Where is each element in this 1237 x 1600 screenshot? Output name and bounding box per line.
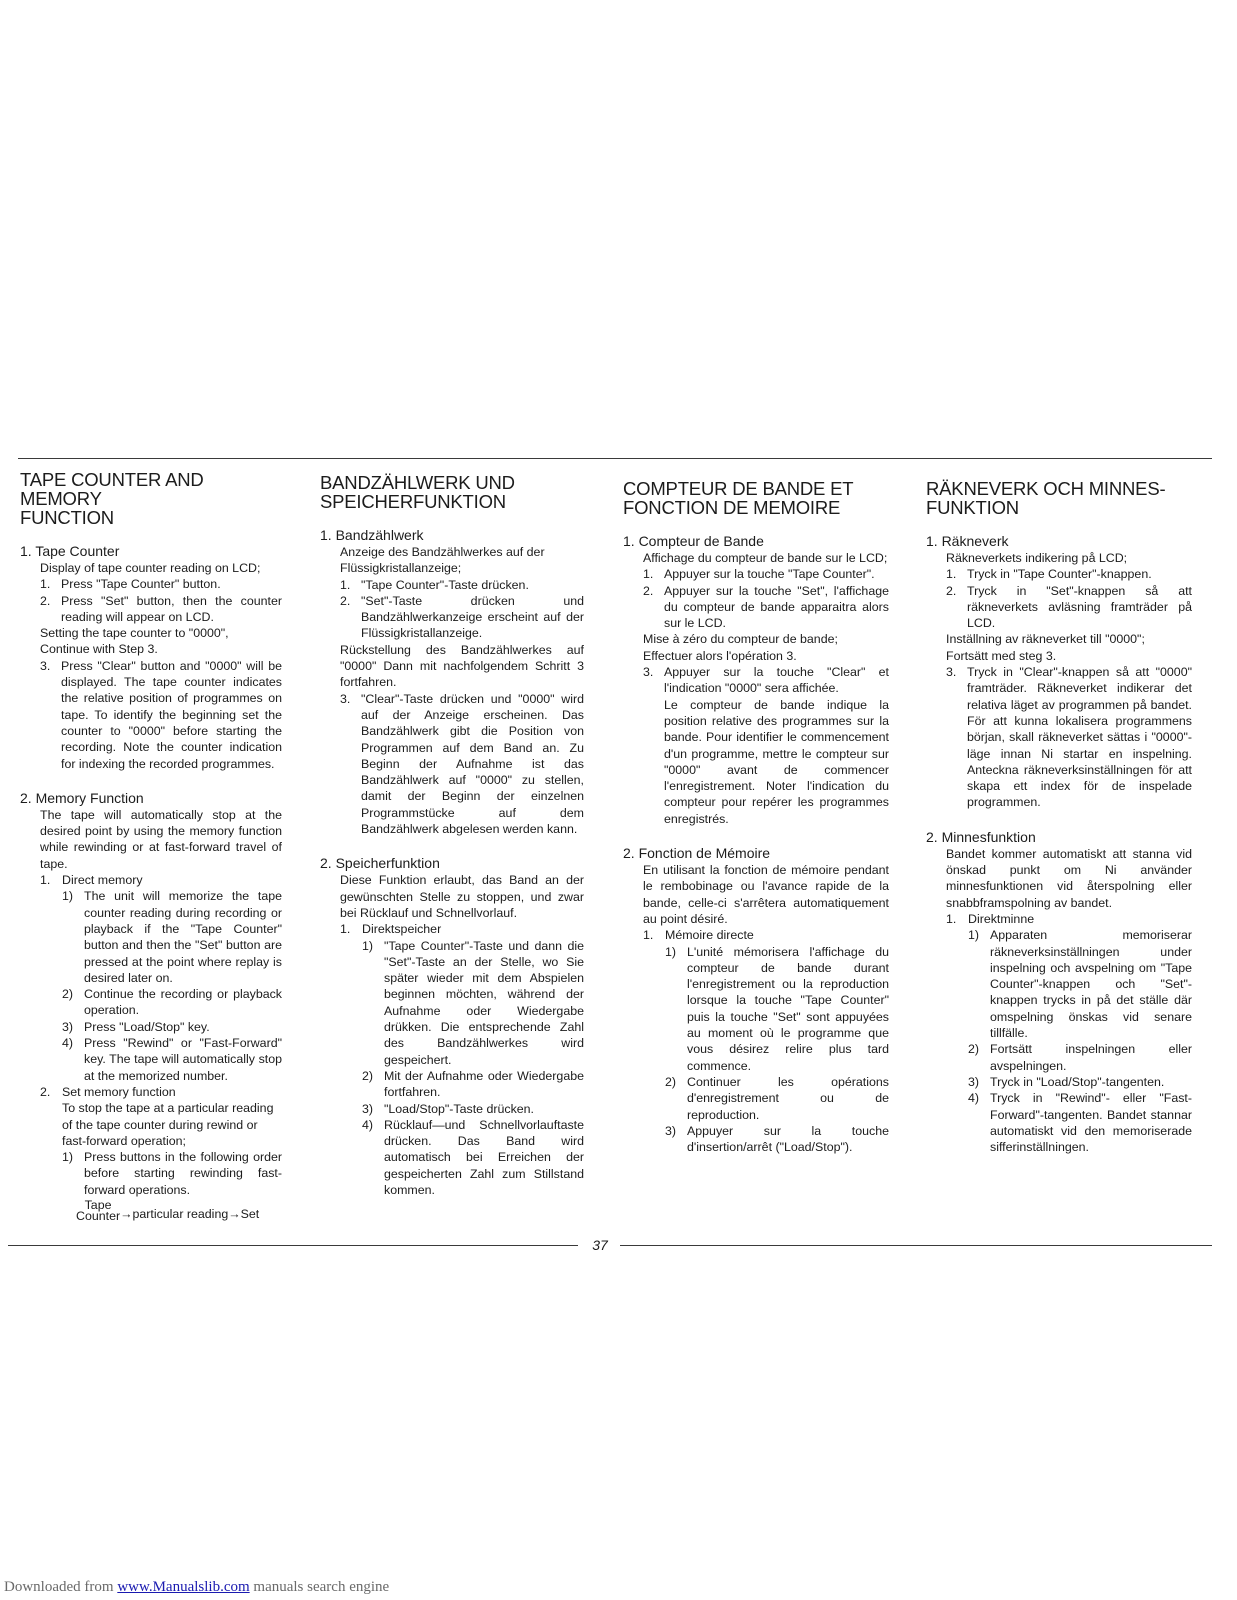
french-s1-step3a: Appuyer sur la touche "Clear" et l'indication "0000" sera affichée. [664, 665, 889, 696]
swedish-s2-sub1-item3: 3) Tryck in "Load/Stop"-tangenten. [968, 1074, 1165, 1089]
french-s1-step1: 1. Appuyer sur la touche "Tape Counter". [643, 567, 875, 582]
french-title-line2: FONCTION DE MEMOIRE [623, 497, 841, 518]
swedish-s2-sub1-item2: 2) Fortsätt inspelningen eller avspelningen. [968, 1042, 1192, 1073]
english-s2-sub2-text: To stop the tape at a particular reading of the tape counter during rewind or fast-forward operation; [62, 1101, 274, 1148]
swedish-section2-heading: 2. Minnesfunktion [926, 828, 1036, 845]
english-s1-step3: 3. Press "Clear" button and "0000" will be displayed. The tape counter indicates the relative position of programmes on tape. To identify the beginning set the counter to "0000" before starting the recording. Note the counter indication for indexing the recorded programmes. [40, 658, 282, 771]
english-section2-heading: 2. Memory Function [20, 789, 144, 806]
english-s2-sub1-item1: 1) The unit will memorize the tape counter reading during recording or playback if the "Tape Counter" button and then the "Set" button are pressed at the point where replay is desired later on. [62, 889, 282, 985]
button-sequence [40, 1197, 282, 1223]
english-s1-step2: 2. Press "Set" button, then the counter reading will appear on LCD. [40, 593, 282, 624]
seq-counter: Counter [76, 1208, 121, 1223]
english-s2-sub1: 1. Direct memory [40, 873, 143, 888]
english-s2-sub1-item4: 4) Press "Rewind" or "Fast-Forward" key. The tape will automatically stop at the memorized number. [62, 1036, 282, 1083]
german-title-line1: BANDZÄHLWERK UND [320, 472, 515, 493]
german-s2-sub1: 1. Direktspeicher [340, 922, 442, 937]
english-s2-sub2-item1: 1) Press buttons in the following order before starting rewinding fast-forward operations. [62, 1150, 282, 1197]
swedish-s1-continue: Fortsätt med steg 3. [946, 648, 1057, 663]
download-footer [4, 1579, 389, 1596]
english-column [20, 470, 282, 1222]
german-s1-intro: Anzeige des Bandzählwerkes auf der Flüssigkristallanzeige; [340, 545, 545, 576]
english-s2-intro: The tape will automatically stop at the desired point by using the memory function while rewinding or at fast-forward travel of tape. [40, 807, 282, 871]
english-title [20, 470, 282, 527]
english-s2-sub1-item3: 3) Press "Load/Stop" key. [62, 1019, 210, 1034]
swedish-title-line2: FUNKTION [926, 497, 1019, 518]
swedish-s2-intro: Bandet kommer automatiskt att stanna vid önskad punkt om Ni använder minnesfunktionen vid återspolning eller snabbframspolning av bandet. [946, 846, 1192, 910]
french-section2-heading: 2. Fonction de Mémoire [623, 845, 771, 862]
swedish-title-line1: RÄKNEVERK OCH MINNES- [926, 478, 1166, 499]
swedish-s1-step3: 3. Tryck in "Clear"-knappen så att "0000" framträder. Räkneverket indikerar det relativa läget av programmen på bandet. För att kunna lokalisera programmens början, skall räkneverket sättas i "0000"-läge innan Ni startar en inspelning. Anteckna räkneverksinställningen för att skapa ett index för de inspelade programmen. [946, 665, 1192, 810]
swedish-section1-heading: 1. Räkneverk [926, 533, 1009, 549]
german-s2-intro: Diese Funktion erlaubt, das Band an der gewünschten Stelle zu stoppen, und zwar bei Rücklauf und Schnellvorlauf. [340, 873, 584, 920]
german-s1-step2: 2. "Set"-Taste drücken und Bandzählwerkanzeige erscheint auf der Flüssigkristallanzeige. [340, 593, 584, 641]
seq-tape: Tape [84, 1197, 112, 1212]
tape-counter-stack [76, 1197, 121, 1223]
swedish-s1-intro: Räkneverkets indikering på LCD; [946, 551, 1128, 565]
french-s1-continue: Effectuer alors l'opération 3. [643, 648, 797, 663]
german-title [320, 473, 584, 511]
english-s1-step1: 1. Press "Tape Counter" button. [40, 577, 221, 592]
bottom-rule-left [8, 1245, 578, 1246]
german-section2-heading: 2. Speicherfunktion [320, 855, 440, 872]
french-s1-reset: Mise à zéro du compteur de bande; [643, 632, 838, 647]
german-s2-sub1-item3: 3) "Load/Stop"-Taste drücken. [362, 1101, 534, 1116]
top-rule [18, 458, 1212, 459]
french-title-line1: COMPTEUR DE BANDE ET [623, 478, 854, 499]
english-s2-sub2: 2. Set memory function [40, 1084, 176, 1099]
swedish-title [926, 479, 1192, 517]
french-title [623, 479, 889, 517]
swedish-s2-sub1-item4: 4) Tryck in "Rewind"- eller "Fast-Forward"-tangenten. Bandet stannar automatiskt vid den memoriserade sifferinställningen. [968, 1091, 1192, 1155]
german-title-line2: SPEICHERFUNKTION [320, 491, 506, 512]
manualslib-link[interactable]: www.Manualslib.com [117, 1579, 250, 1595]
swedish-column [926, 479, 1192, 1155]
french-s2-sub1-item2: 2) Continuer les opérations d'enregistrement ou de reproduction. [665, 1074, 889, 1122]
french-s2-intro: En utilisant la fonction de mémoire pendant le rembobinage ou l'avance rapide de la bande, celle-ci s'arrêtera automatiquement au point désiré. [643, 863, 889, 926]
swedish-s1-step1: 1. Tryck in "Tape Counter"-knappen. [946, 567, 1152, 582]
english-s1-reset: Setting the tape counter to "0000", [40, 626, 229, 641]
french-s2-sub1: 1. Mémoire directe [643, 928, 754, 943]
bottom-rule-right [620, 1245, 1212, 1246]
german-column [320, 473, 584, 1198]
footer-prefix: Downloaded from [4, 1579, 118, 1595]
english-title-line2: FUNCTION [20, 507, 114, 528]
german-s2-sub1-item4: 4) Rücklauf—und Schnellvorlauftaste drücken. Das Band wird automatisch bei Erreichen der gespeicherten Zahl zum Stillstand kommen. [362, 1117, 584, 1197]
german-s1-reset: Rückstellung des Bandzählwerkes auf "0000" Dann mit nachfolgendem Schritt 3 fortfahren. [340, 642, 584, 690]
french-s1-step3: 3. Appuyer sur la touche "Clear" et l'indication "0000" sera affichée. Le compteur de bande indique la position relative des programmes sur la bande. Pour identifier le commencement d'un programme, mettre le compteur sur "0000" avant de commencer l'enregistrement. Noter l'indication du compteur pour repérer les programmes enregistrés. [643, 665, 889, 826]
french-s1-intro: Affichage du compteur de bande sur le LCD; [643, 551, 888, 565]
french-s2-sub1-item3: 3) Appuyer sur la touche d'insertion/arrêt ("Load/Stop"). [665, 1123, 889, 1155]
english-title-line1: TAPE COUNTER AND MEMORY [20, 469, 204, 509]
english-section1-heading: 1. Tape Counter [20, 543, 120, 559]
german-s1-step3: 3. "Clear"-Taste drücken und "0000" wird auf der Anzeige erscheinen. Das Bandzählwerk gibt die Position von Programmen auf dem Band an. Zu Beginn der Aufnahme ist das Bandzählwerk auf "0000" zu stellen, damit der Beginn der einzelnen Programmstücke auf dem Bandzählwerk abgelesen werden kann. [340, 691, 584, 837]
english-s1-intro: Display of tape counter reading on LCD; [40, 561, 261, 575]
seq-rest: →particular reading→Set [120, 1206, 260, 1221]
french-s1-step2: 2. Appuyer sur la touche "Set", l'affichage du compteur de bande apparaitra alors sur le LCD. [643, 583, 889, 631]
swedish-s1-step2: 2. Tryck in "Set"-knappen så att räkneverkets avläsning framträder på LCD. [946, 583, 1192, 631]
french-s1-step3b: Le compteur de bande indique la position relative des programmes sur la bande. Pour identifier le commencement d'un programme, mettre le compteur sur "0000" avant de commencer l'enregistrement. Noter l'indication du compteur pour repérer les programmes enregistrés. [664, 697, 889, 826]
footer-suffix: manuals search engine [249, 1579, 390, 1595]
german-s1-step1: 1. "Tape Counter"-Taste drücken. [340, 577, 529, 592]
french-s2-sub1-item1: 1) L'unité mémorisera l'affichage du compteur de bande durant l'enregistrement ou la reproduction lorsque la touche "Tape Counter" puis la touche "Set" sont appuyées au moment où le programme que vous désirez relire plus tard commence. [665, 944, 889, 1073]
english-s2-sub1-item2: 2) Continue the recording or playback operation. [62, 987, 282, 1018]
german-s2-sub1-item1: 1) "Tape Counter"-Taste und dann die "Set"-Taste an der Stelle, wo Sie später wieder mit dem Abspielen beginnen möchten, während der Aufnahme oder Wiedergabe drükken. Die entsprechende Zahl des Bandzählwerkes wird gespeichert. [362, 938, 584, 1067]
french-section1-heading: 1. Compteur de Bande [623, 533, 764, 549]
german-section1-heading: 1. Bandzählwerk [320, 527, 424, 543]
french-column [623, 479, 889, 1155]
swedish-s2-sub1-item1: 1) Apparaten memoriserar räkneverksinställningen under inspelning och avspelning om "Tape Counter"-knappen och "Set"-knappen trycks in på det ställe där omspelning önskas vid senare tillfälle. [968, 928, 1192, 1041]
swedish-s1-reset: Inställning av räkneverket till "0000"; [946, 632, 1145, 647]
swedish-s2-sub1: 1. Direktminne [946, 911, 1035, 926]
german-s2-sub1-item2: 2) Mit der Aufnahme oder Wiedergabe fortfahren. [362, 1068, 584, 1100]
english-s1-continue: Continue with Step 3. [40, 642, 158, 657]
page-number: 37 [592, 1237, 608, 1253]
